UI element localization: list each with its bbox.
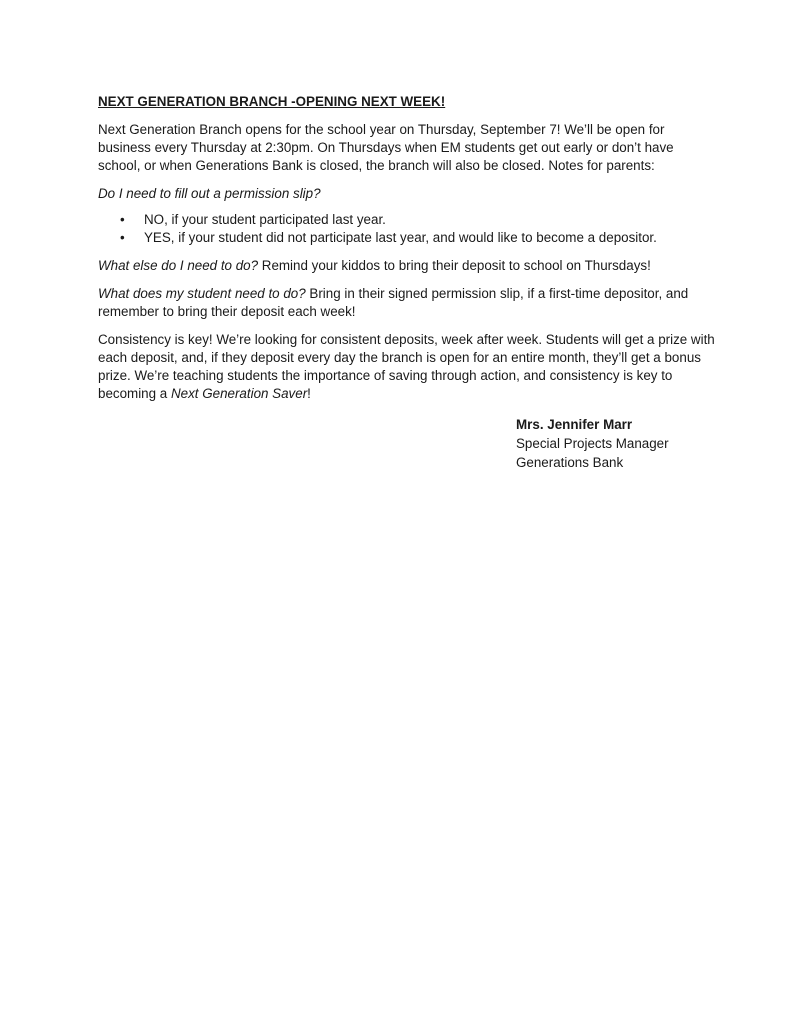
list-item-text: NO, if your student participated last year.	[144, 212, 386, 227]
what-else-answer: Remind your kiddos to bring their deposit to school on Thursdays!	[258, 258, 651, 273]
signature-name: Mrs. Jennifer Marr	[516, 417, 633, 432]
student-paragraph	[98, 285, 718, 321]
signature-role: Special Projects Manager	[516, 436, 669, 451]
consistency-paragraph	[98, 331, 718, 403]
consistency-text: Consistency is key! We’re looking for consistent deposits, week after week. Students will get a prize with each deposit, and, if they deposit every day the branch is open for an entire month, they’ll get a bonus prize. We’re teaching students the importance of saving through action, and consistency is key to becoming a	[98, 332, 715, 401]
signature-block	[516, 415, 718, 472]
letter-page	[98, 93, 718, 472]
consistency-end: !	[307, 386, 311, 401]
bullet-icon: •	[120, 212, 125, 227]
permission-question-text: Do I need to fill out a permission slip?	[98, 186, 321, 201]
list-item	[120, 229, 718, 247]
what-else-question: What else do I need to do?	[98, 258, 259, 273]
student-answer: Bring in their signed permission slip, if a first-time depositor, and remember to bring their deposit each week!	[98, 286, 689, 319]
consistency-emphasis: Next Generation Saver	[170, 386, 308, 401]
student-question: What does my student need to do?	[98, 286, 306, 301]
list-item-text: YES, if your student did not participate last year, and would like to become a depositor.	[144, 230, 657, 245]
intro-paragraph: Next Generation Branch opens for the school year on Thursday, September 7! We’ll be open for business every Thursday at 2:30pm. On Thursdays when EM students get out early or don’t have school, or when Generations Bank is closed, the branch will also be closed. Notes for parents:	[98, 122, 674, 173]
list-item	[120, 211, 718, 229]
what-else-paragraph	[98, 257, 718, 275]
permission-answers-list	[98, 211, 718, 247]
letter-title: NEXT GENERATION BRANCH -OPENING NEXT WEEK!	[98, 94, 446, 109]
bullet-icon: •	[120, 230, 125, 245]
permission-question	[98, 185, 718, 203]
signature-org: Generations Bank	[516, 455, 624, 470]
